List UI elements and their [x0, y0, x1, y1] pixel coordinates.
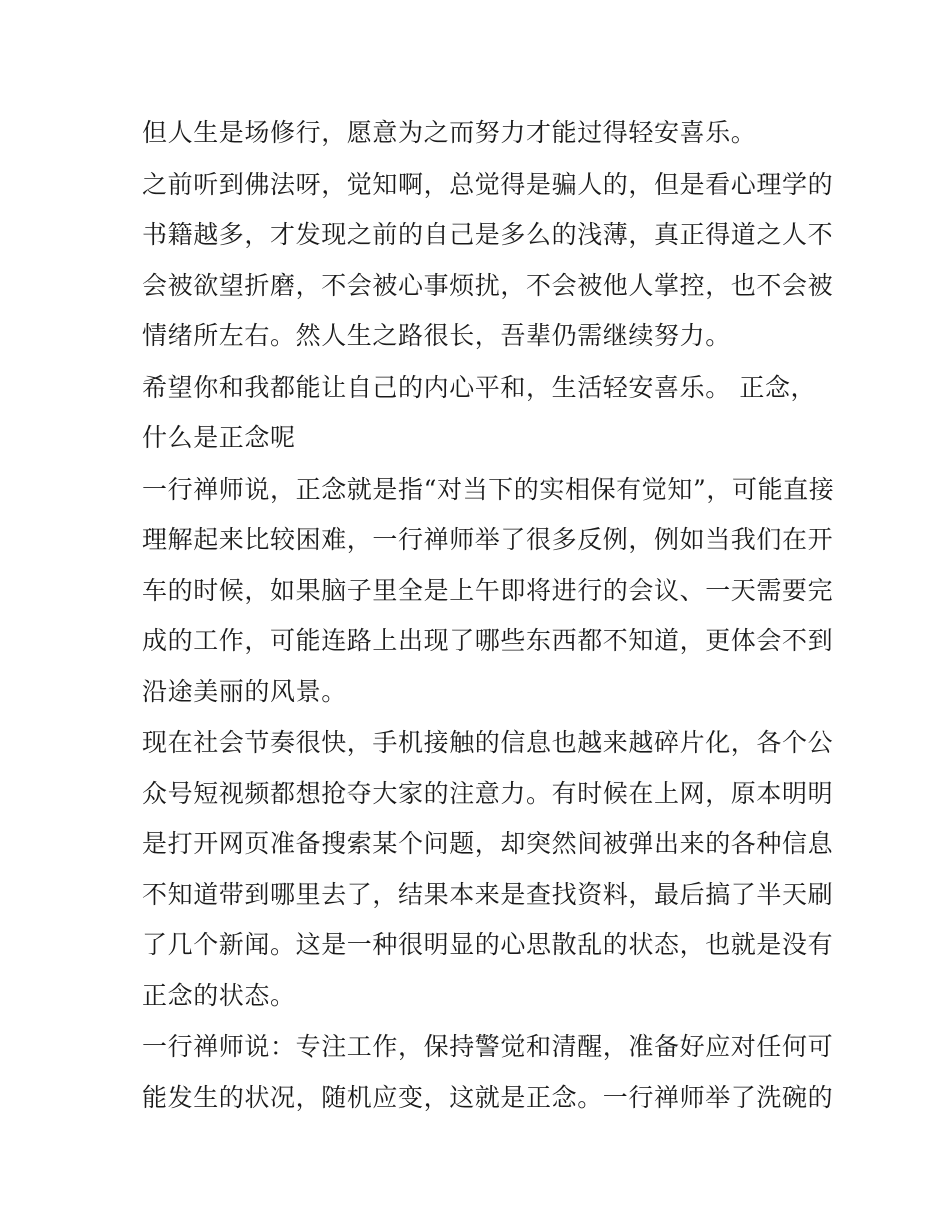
text-line: 不知道带到哪里去了，结果本来是查找资料，最后搞了半天刷: [142, 879, 834, 909]
text-line: 了几个新闻。这是一种很明显的心思散乱的状态，也就是没有: [142, 930, 834, 959]
text-line: 书籍越多，才发现之前的自己是多么的浅薄，真正得道之人不: [142, 220, 834, 249]
text-line: 能发生的状况，随机应变，这就是正念。一行禅师举了洗碗的: [142, 1082, 834, 1112]
text-line: 什么是正念呢: [142, 423, 296, 452]
text-line: 会被欲望折磨，不会被心事烦扰，不会被他人掌控，也不会被: [142, 270, 834, 300]
text-line: 希望你和我都能让自己的内心平和，生活轻安喜乐。 正念，: [142, 372, 817, 402]
document-body: [142, 108, 835, 1124]
text-line: 成的工作，可能连路上出现了哪些东西都不知道，更体会不到: [142, 626, 834, 655]
text-line: 现在社会节奏很快，手机接触的信息也越来越碎片化，各个公: [142, 728, 834, 757]
paragraph: [142, 465, 835, 718]
text-line: 情绪所左右。然人生之路很长，吾辈仍需继续努力。: [142, 321, 731, 350]
text-line: 车的时候，如果脑子里全是上午即将进行的会议、一天需要完: [142, 575, 834, 605]
paragraph: [142, 160, 834, 362]
text-line: 正念的状态。: [142, 980, 296, 1010]
text-line: 众号短视频都想抢夺大家的注意力。有时候在上网，原本明明: [142, 778, 834, 808]
text-line: 一行禅师说，正念就是指“对当下的实相保有觉知”，可能直接: [142, 474, 835, 504]
text-line: 但人生是场修行，愿意为之而努力才能过得轻安喜乐。: [142, 118, 757, 147]
paragraph: [142, 363, 822, 464]
text-line: 之前听到佛法呀，觉知啊，总觉得是骗人的，但是看心理学的: [142, 169, 834, 199]
text-line: 沿途美丽的风景。: [142, 676, 347, 706]
text-line: 是打开网页准备搜索某个问题，却突然间被弹出来的各种信息: [142, 829, 834, 858]
paragraph: [142, 108, 822, 159]
paragraph: [142, 718, 834, 1021]
paragraph: [142, 1022, 834, 1123]
text-line: 一行禅师说：专注工作，保持警觉和清醒，准备好应对任何可: [142, 1032, 834, 1061]
text-line: 理解起来比较困难，一行禅师举了很多反例，例如当我们在开: [142, 525, 834, 554]
